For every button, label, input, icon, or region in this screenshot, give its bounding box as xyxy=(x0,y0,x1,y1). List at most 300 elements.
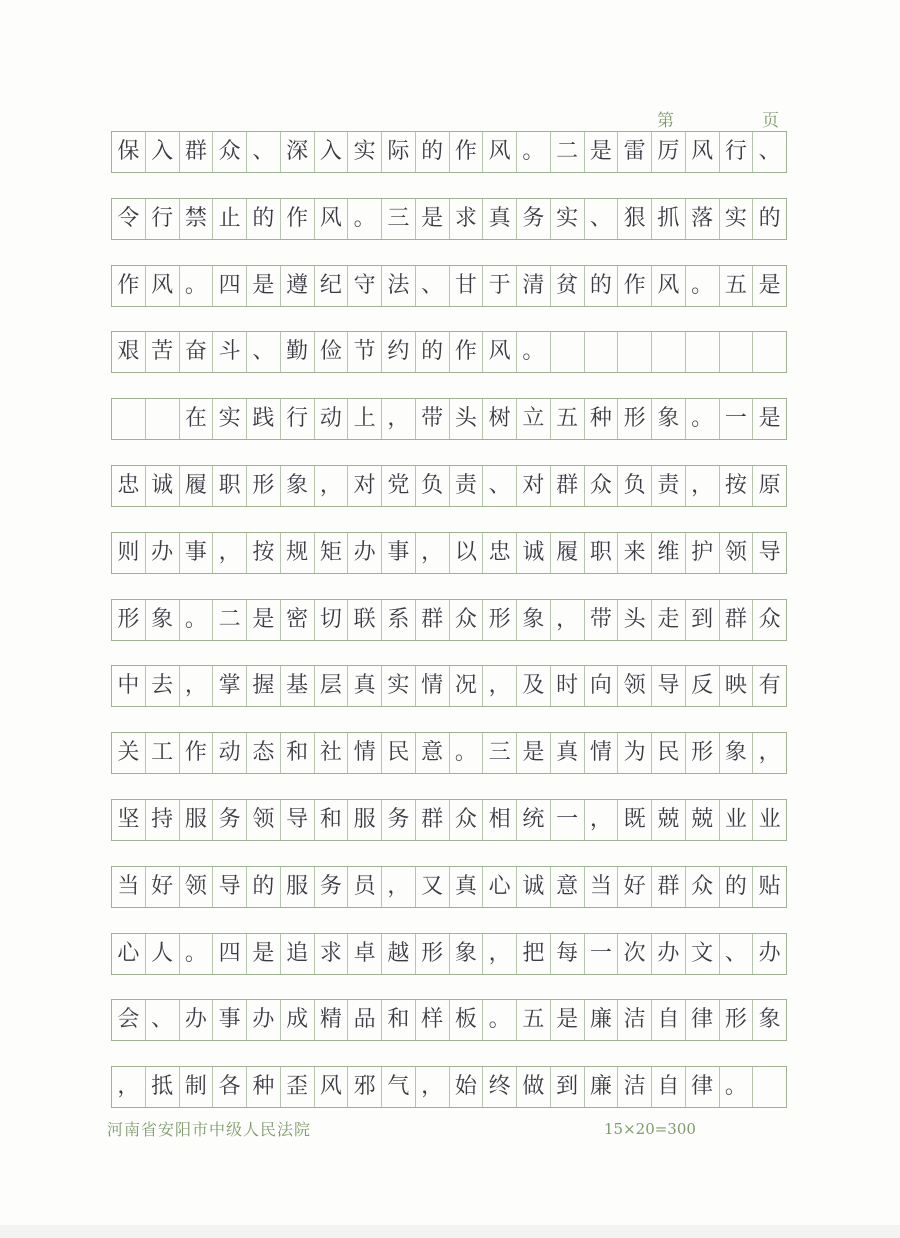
grid-cell: 形 xyxy=(416,934,450,974)
grid-cell: 令 xyxy=(112,199,146,239)
grid-cell: 邪 xyxy=(348,1067,382,1107)
grid-cell: 心 xyxy=(112,934,146,974)
grid-cell: ， xyxy=(416,533,450,573)
footer-grid-spec: 15×20=300 xyxy=(604,1120,696,1138)
grid-cell: 基 xyxy=(281,666,315,706)
grid-cell: 走 xyxy=(652,600,686,640)
grid-row xyxy=(111,131,787,173)
grid-cell: 洁 xyxy=(618,1000,652,1040)
grid-cell: 导 xyxy=(758,539,781,565)
grid-cell: 领 xyxy=(720,533,754,573)
grid-cell: 贴 xyxy=(758,873,781,899)
grid-cell: 社 xyxy=(315,733,349,773)
grid-cell: 的 xyxy=(247,199,281,239)
grid-cell: 。 xyxy=(720,1067,754,1107)
grid-cell: 又 xyxy=(416,867,450,907)
grid-cell: 践 xyxy=(247,399,281,439)
grid-cell: 风 xyxy=(146,266,180,306)
grid-cell: 洁 xyxy=(618,1067,652,1107)
grid-cell: 群 xyxy=(652,867,686,907)
grid-cell: 保 xyxy=(112,132,146,172)
grid-cell: 联 xyxy=(348,600,382,640)
grid-cell: 办 xyxy=(180,1000,214,1040)
grid-cell: 带 xyxy=(416,399,450,439)
grid-cell: 卓 xyxy=(348,934,382,974)
grid-cell: 诚 xyxy=(517,867,551,907)
grid-cell: 作 xyxy=(450,332,484,372)
grid-cell: 风 xyxy=(686,132,720,172)
grid-cell: 实 xyxy=(213,399,247,439)
grid-cell: 。 xyxy=(517,332,551,372)
grid-cell: 去 xyxy=(146,666,180,706)
grid-cell: 始 xyxy=(450,1067,484,1107)
grid-cell: 忠 xyxy=(483,533,517,573)
grid-cell: 止 xyxy=(213,199,247,239)
grid-cell: 入 xyxy=(146,132,180,172)
grid-cell: 遵 xyxy=(281,266,315,306)
grid-cell: 是 xyxy=(585,132,619,172)
grid-cell: 态 xyxy=(247,733,281,773)
grid-cell: 原 xyxy=(758,473,781,498)
grid-cell: 斗 xyxy=(213,332,247,372)
grid-cell: 相 xyxy=(483,800,517,840)
grid-cell: 实 xyxy=(348,132,382,172)
grid-cell: 员 xyxy=(348,867,382,907)
grid-cell: 实 xyxy=(551,199,585,239)
grid-cell: 服 xyxy=(281,867,315,907)
grid-cell: 坚 xyxy=(112,800,146,840)
grid-cell: 以 xyxy=(450,533,484,573)
grid-cell: 形 xyxy=(618,399,652,439)
grid-cell: 、 xyxy=(483,466,517,506)
bottom-edge xyxy=(0,1225,900,1238)
grid-cell xyxy=(551,332,585,372)
grid-cell: 会 xyxy=(112,1000,146,1040)
grid-cell: 务 xyxy=(315,867,349,907)
grid-cell: 和 xyxy=(315,800,349,840)
grid-cell: 当 xyxy=(585,867,619,907)
grid-cell: 到 xyxy=(551,1067,585,1107)
grid-cell: 真 xyxy=(348,666,382,706)
grid-cell: 法 xyxy=(382,266,416,306)
grid-cell: 纪 xyxy=(315,266,349,306)
grid-cell: 规 xyxy=(281,533,315,573)
grid-cell: 求 xyxy=(315,934,349,974)
grid-cell: 是 xyxy=(247,600,281,640)
grid-row xyxy=(111,398,787,440)
grid-cell: 四 xyxy=(213,266,247,306)
grid-cell: 务 xyxy=(213,800,247,840)
grid-cell: 禁 xyxy=(180,199,214,239)
grid-cell: 群 xyxy=(416,800,450,840)
grid-cell: 握 xyxy=(247,666,281,706)
grid-cell: 风 xyxy=(315,199,349,239)
grid-cell: 是 xyxy=(416,199,450,239)
grid-cell: 的 xyxy=(416,332,450,372)
grid-cell: ， xyxy=(213,533,247,573)
grid-cell: 艰 xyxy=(112,332,146,372)
grid-cell: 作 xyxy=(112,266,146,306)
grid-cell: 带 xyxy=(585,600,619,640)
grid-row xyxy=(111,465,787,507)
grid-cell: 象 xyxy=(652,399,686,439)
grid-cell: 是 xyxy=(517,733,551,773)
grid-cell: 反 xyxy=(686,666,720,706)
grid-cell: 动 xyxy=(315,399,349,439)
grid-cell: 象 xyxy=(720,733,754,773)
grid-cell: 履 xyxy=(180,466,214,506)
grid-cell: 把 xyxy=(517,934,551,974)
grid-cell: 文 xyxy=(686,934,720,974)
grid-cell: 奋 xyxy=(180,332,214,372)
grid-cell: 党 xyxy=(382,466,416,506)
grid-cell: 诚 xyxy=(146,466,180,506)
grid-cell: 映 xyxy=(720,666,754,706)
grid-cell: 导 xyxy=(281,800,315,840)
grid-cell: 、 xyxy=(585,199,619,239)
grid-cell: 情 xyxy=(416,666,450,706)
grid-cell: 约 xyxy=(382,332,416,372)
grid-cell: 狠 xyxy=(618,199,652,239)
grid-cell: 在 xyxy=(180,399,214,439)
grid-cell: 职 xyxy=(585,533,619,573)
grid-cell: 头 xyxy=(450,399,484,439)
grid-cell: ， xyxy=(758,740,781,766)
grid-cell: 、 xyxy=(146,1000,180,1040)
grid-cell: 办 xyxy=(146,533,180,573)
grid-cell: 务 xyxy=(382,800,416,840)
grid-cell: 持 xyxy=(146,800,180,840)
grid-cell: 做 xyxy=(517,1067,551,1107)
grid-cell: 办 xyxy=(348,533,382,573)
grid-cell: 形 xyxy=(483,600,517,640)
grid-cell: 风 xyxy=(315,1067,349,1107)
grid-cell: 廉 xyxy=(585,1067,619,1107)
grid-row xyxy=(111,198,787,240)
grid-cell: 群 xyxy=(180,132,214,172)
grid-cell: 上 xyxy=(348,399,382,439)
grid-cell: 责 xyxy=(652,466,686,506)
grid-cell: 情 xyxy=(348,733,382,773)
grid-cell: 。 xyxy=(517,132,551,172)
grid-cell: 、 xyxy=(247,132,281,172)
grid-cell: 雷 xyxy=(618,132,652,172)
grid-cell: 真 xyxy=(450,867,484,907)
grid-cell: 二 xyxy=(213,600,247,640)
grid-cell: 风 xyxy=(483,132,517,172)
grid-cell: 一 xyxy=(720,399,754,439)
grid-cell: 系 xyxy=(382,600,416,640)
grid-cell: 心 xyxy=(483,867,517,907)
grid-cell: 密 xyxy=(281,600,315,640)
grid-cell: 廉 xyxy=(585,1000,619,1040)
grid-cell: 职 xyxy=(213,466,247,506)
grid-cell: 和 xyxy=(281,733,315,773)
grid-cell: 动 xyxy=(213,733,247,773)
grid-cell: ， xyxy=(112,1067,146,1107)
grid-cell: 层 xyxy=(315,666,349,706)
grid-cell: 真 xyxy=(551,733,585,773)
grid-cell: 服 xyxy=(180,800,214,840)
grid-cell: 样 xyxy=(416,1000,450,1040)
grid-cell: 行 xyxy=(720,132,754,172)
grid-cell: 群 xyxy=(551,466,585,506)
grid-cell: 到 xyxy=(686,600,720,640)
grid-cell: 众 xyxy=(450,800,484,840)
grid-cell: 维 xyxy=(652,533,686,573)
grid-cell: 作 xyxy=(450,132,484,172)
grid-cell: 风 xyxy=(483,332,517,372)
grid-cell: ， xyxy=(382,867,416,907)
grid-cell: 追 xyxy=(281,934,315,974)
grid-cell: 统 xyxy=(517,800,551,840)
grid-cell xyxy=(686,332,720,372)
grid-cell: 办 xyxy=(652,934,686,974)
grid-cell: 求 xyxy=(450,199,484,239)
grid-cell: ， xyxy=(483,666,517,706)
grid-cell: 作 xyxy=(618,266,652,306)
grid-cell: 业 xyxy=(758,807,781,832)
grid-cell: 掌 xyxy=(213,666,247,706)
grid-row xyxy=(111,999,787,1041)
grid-cell: 及 xyxy=(517,666,551,706)
grid-cell: 矩 xyxy=(315,533,349,573)
grid-cell: 是 xyxy=(758,406,781,432)
grid-cell: 。 xyxy=(180,266,214,306)
grid-cell xyxy=(112,399,146,439)
grid-cell: 象 xyxy=(517,600,551,640)
grid-cell: 的 xyxy=(720,867,754,907)
grid-cell: 领 xyxy=(247,800,281,840)
grid-cell: 。 xyxy=(450,733,484,773)
grid-cell: 入 xyxy=(315,132,349,172)
grid-cell: ， xyxy=(315,466,349,506)
grid-cell: 苦 xyxy=(146,332,180,372)
grid-cell: 板 xyxy=(450,1000,484,1040)
grid-cell: 自 xyxy=(652,1067,686,1107)
grid-cell: 关 xyxy=(112,733,146,773)
grid-cell: 终 xyxy=(483,1067,517,1107)
grid-cell: 各 xyxy=(213,1067,247,1107)
grid-cell: 事 xyxy=(180,533,214,573)
grid-cell: 。 xyxy=(686,266,720,306)
grid-cell xyxy=(753,1067,786,1107)
grid-cell: 的 xyxy=(247,867,281,907)
grid-cell: 导 xyxy=(652,666,686,706)
grid-cell: 负 xyxy=(416,466,450,506)
grid-cell: 形 xyxy=(686,733,720,773)
grid-cell: 落 xyxy=(686,199,720,239)
grid-row xyxy=(111,532,787,574)
grid-cell: 实 xyxy=(720,199,754,239)
grid-cell: 勤 xyxy=(281,332,315,372)
grid-cell: 履 xyxy=(551,533,585,573)
grid-cell: 风 xyxy=(652,266,686,306)
grid-cell: 律 xyxy=(686,1000,720,1040)
grid-cell: 每 xyxy=(551,934,585,974)
grid-cell xyxy=(618,332,652,372)
grid-cell: 气 xyxy=(382,1067,416,1107)
grid-cell: 成 xyxy=(281,1000,315,1040)
grid-cell: 向 xyxy=(585,666,619,706)
grid-cell: 人 xyxy=(146,934,180,974)
grid-cell: 律 xyxy=(686,1067,720,1107)
grid-cell: 负 xyxy=(618,466,652,506)
grid-cell: 为 xyxy=(618,733,652,773)
grid-cell: 好 xyxy=(618,867,652,907)
grid-cell: 形 xyxy=(247,466,281,506)
grid-cell: 际 xyxy=(382,132,416,172)
grid-cell: 是 xyxy=(551,1000,585,1040)
grid-cell: 。 xyxy=(180,934,214,974)
grid-cell: 是 xyxy=(247,934,281,974)
grid-cell: 象 xyxy=(450,934,484,974)
grid-cell: 情 xyxy=(585,733,619,773)
grid-cell: 于 xyxy=(483,266,517,306)
page-label-ye: 页 xyxy=(762,111,779,131)
grid-cell: 领 xyxy=(180,867,214,907)
grid-cell: 、 xyxy=(416,266,450,306)
grid-cell: 五 xyxy=(720,266,754,306)
grid-cell: 切 xyxy=(315,600,349,640)
grid-cell: 是 xyxy=(758,272,781,298)
grid-cell: 形 xyxy=(720,1000,754,1040)
grid-cell: 树 xyxy=(483,399,517,439)
grid-cell: 按 xyxy=(720,466,754,506)
grid-row xyxy=(111,933,787,975)
grid-cell: 行 xyxy=(146,199,180,239)
grid-row xyxy=(111,331,787,373)
grid-cell: 三 xyxy=(382,199,416,239)
grid-cell: 品 xyxy=(348,1000,382,1040)
grid-cell: 的 xyxy=(416,132,450,172)
grid-cell: 一 xyxy=(585,934,619,974)
grid-cell: 办 xyxy=(247,1000,281,1040)
grid-cell: 护 xyxy=(686,533,720,573)
grid-cell: 务 xyxy=(517,199,551,239)
grid-cell: 越 xyxy=(382,934,416,974)
grid-cell: 二 xyxy=(551,132,585,172)
grid-cell: ， xyxy=(551,600,585,640)
grid-cell: 的 xyxy=(758,205,781,231)
grid-cell: 四 xyxy=(213,934,247,974)
grid-cell: 形 xyxy=(112,600,146,640)
grid-cell: 次 xyxy=(618,934,652,974)
grid-cell: 意 xyxy=(416,733,450,773)
grid-cell: 制 xyxy=(180,1067,214,1107)
grid-cell: 对 xyxy=(348,466,382,506)
grid-cell: 中 xyxy=(112,666,146,706)
grid-cell: 况 xyxy=(450,666,484,706)
grid-cell: 事 xyxy=(213,1000,247,1040)
grid-cell: 好 xyxy=(146,867,180,907)
grid-row xyxy=(111,799,787,841)
grid-cell: 众 xyxy=(585,466,619,506)
grid-cell: 众 xyxy=(450,600,484,640)
grid-cell: 深 xyxy=(281,132,315,172)
grid-cell: 民 xyxy=(652,733,686,773)
grid-cell: 守 xyxy=(348,266,382,306)
grid-cell: 事 xyxy=(382,533,416,573)
grid-cell: 头 xyxy=(618,600,652,640)
grid-cell: 工 xyxy=(146,733,180,773)
grid-cell: 行 xyxy=(281,399,315,439)
grid-cell: 来 xyxy=(618,533,652,573)
grid-cell: 三 xyxy=(483,733,517,773)
grid-cell: 诚 xyxy=(517,533,551,573)
grid-cell: 、 xyxy=(758,139,781,164)
grid-cell: 俭 xyxy=(315,332,349,372)
grid-cell: 按 xyxy=(247,533,281,573)
grid-cell: 兢 xyxy=(686,800,720,840)
grid-cell: 有 xyxy=(758,673,781,699)
grid-cell: 对 xyxy=(517,466,551,506)
grid-row xyxy=(111,1066,787,1108)
grid-row xyxy=(111,599,787,641)
grid-cell xyxy=(720,332,754,372)
grid-cell: 导 xyxy=(213,867,247,907)
grid-cell: 领 xyxy=(618,666,652,706)
grid-cell: 民 xyxy=(382,733,416,773)
grid-cell xyxy=(146,399,180,439)
grid-cell: 自 xyxy=(652,1000,686,1040)
grid-cell: 时 xyxy=(551,666,585,706)
grid-cell: 群 xyxy=(416,600,450,640)
grid-cell: 。 xyxy=(180,600,214,640)
grid-cell xyxy=(753,332,786,372)
grid-cell: 服 xyxy=(348,800,382,840)
grid-cell: 清 xyxy=(517,266,551,306)
grid-cell: 作 xyxy=(180,733,214,773)
grid-cell: 厉 xyxy=(652,132,686,172)
grid-cell: 一 xyxy=(551,800,585,840)
grid-cell: 众 xyxy=(686,867,720,907)
grid-cell: 既 xyxy=(618,800,652,840)
grid-cell: 抓 xyxy=(652,199,686,239)
grid-cell: 责 xyxy=(450,466,484,506)
grid-cell: 象 xyxy=(146,600,180,640)
grid-cell: 抵 xyxy=(146,1067,180,1107)
grid-cell: 。 xyxy=(686,399,720,439)
grid-cell: 节 xyxy=(348,332,382,372)
grid-cell: 是 xyxy=(247,266,281,306)
grid-cell: 意 xyxy=(551,867,585,907)
grid-cell: 、 xyxy=(247,332,281,372)
grid-cell: 真 xyxy=(483,199,517,239)
grid-cell: 歪 xyxy=(281,1067,315,1107)
grid-row xyxy=(111,732,787,774)
grid-cell: 兢 xyxy=(652,800,686,840)
page-label-di: 第 xyxy=(657,111,674,131)
grid-cell: 。 xyxy=(483,1000,517,1040)
grid-cell: 种 xyxy=(585,399,619,439)
grid-cell: 的 xyxy=(585,266,619,306)
grid-cell: ， xyxy=(686,466,720,506)
grid-cell: ， xyxy=(180,666,214,706)
grid-cell: 忠 xyxy=(112,466,146,506)
grid-row xyxy=(111,265,787,307)
grid-cell: ， xyxy=(585,800,619,840)
footer-organization: 河南省安阳市中级人民法院 xyxy=(107,1120,312,1139)
grid-cell: 作 xyxy=(281,199,315,239)
grid-cell: ， xyxy=(483,934,517,974)
grid-cell: 象 xyxy=(281,466,315,506)
grid-cell: 立 xyxy=(517,399,551,439)
grid-cell: 业 xyxy=(720,800,754,840)
grid-cell: 贫 xyxy=(551,266,585,306)
grid-cell: 群 xyxy=(720,600,754,640)
grid-cell: 五 xyxy=(517,1000,551,1040)
